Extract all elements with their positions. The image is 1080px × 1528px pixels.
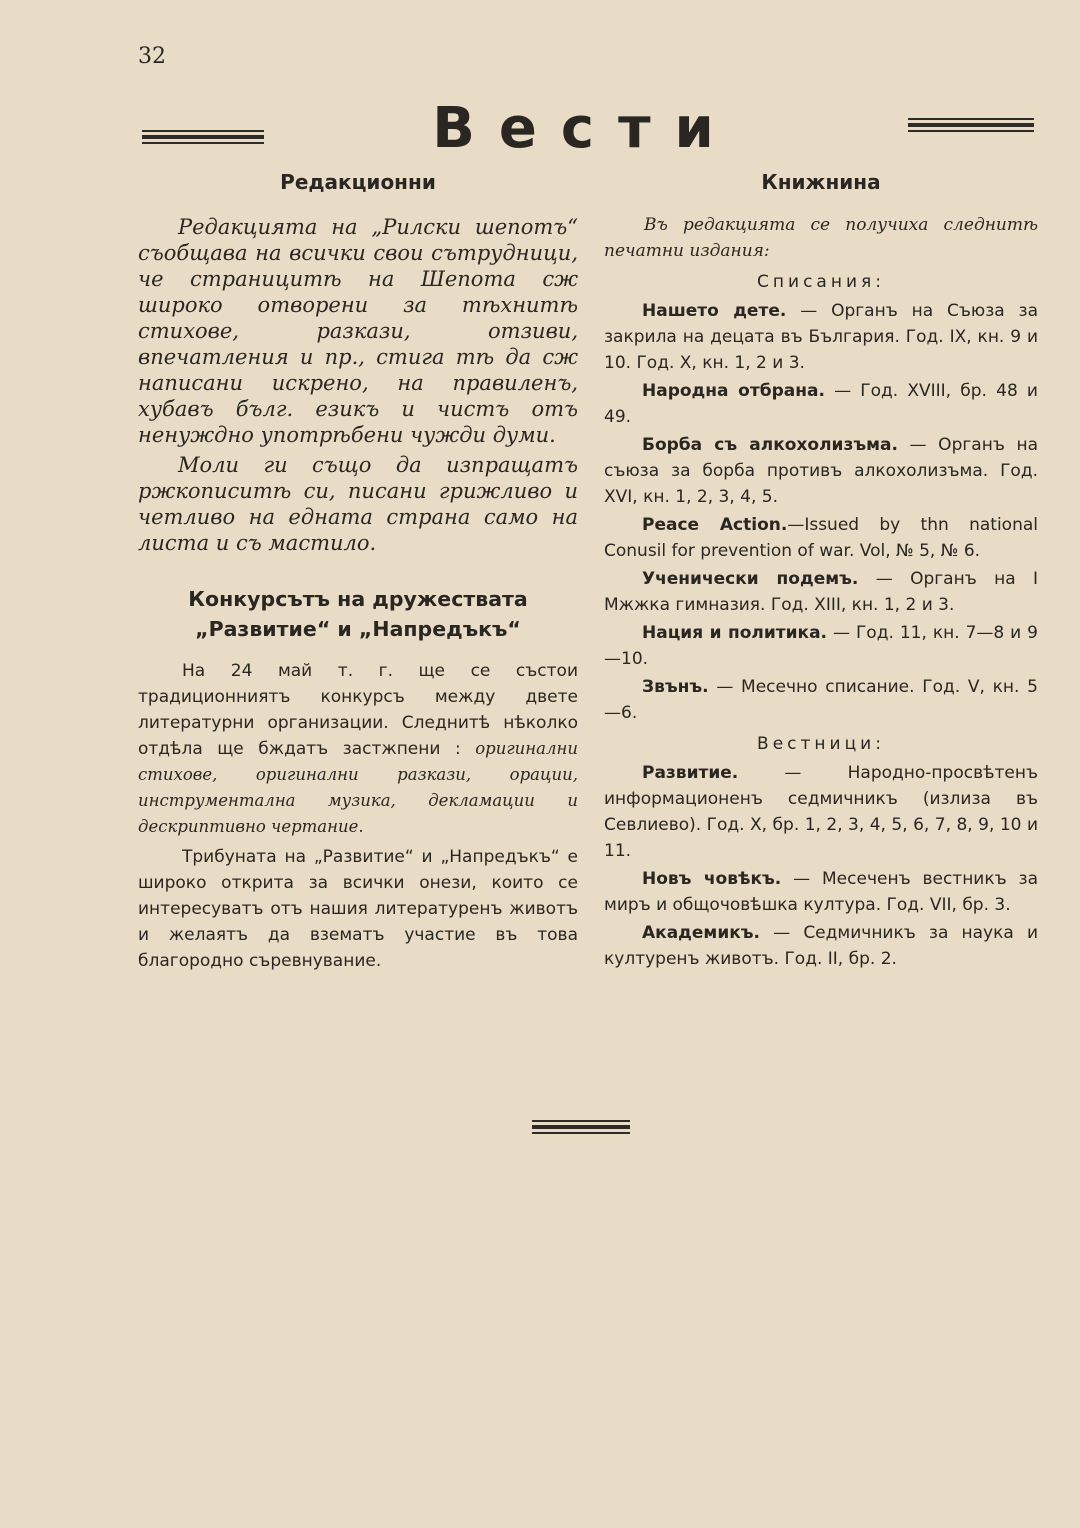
journals-list [604, 298, 1038, 726]
publication-entry [604, 432, 1038, 510]
publication-details: — Месечно списание. Год. V, кн. 5—6. [604, 677, 1038, 723]
contest-body [138, 658, 578, 974]
publication-name: Звънъ. [642, 677, 709, 697]
contest-categories: оригинални стихове, оригинални разкази, орации, инструментална музика, декламации и дескриптивно чертание. [138, 739, 578, 836]
journals-subhead: Списания: [757, 272, 885, 292]
publication-entry [604, 298, 1038, 376]
publication-entry [604, 620, 1038, 672]
publication-name: Нашето дете. [642, 301, 787, 321]
contest-paragraph [138, 658, 578, 840]
publication-name: Новъ човѣкъ. [642, 869, 782, 889]
publication-name: Нация и политика. [642, 623, 828, 643]
publication-entry [604, 760, 1038, 864]
publication-details: —Issued by thn national Conusil for prevention of war. Vol, № 5, № 6. [604, 515, 1038, 561]
publication-details: — Месеченъ вестникъ за миръ и общочовѣшка култура. Год. VII, бр. 3. [604, 869, 1038, 915]
publication-entry [604, 512, 1038, 564]
left-column [138, 170, 578, 978]
editorial-paragraph: Моли ги също да изпращатъ ржкописитѣ си, писани грижливо и четливо на едната страна само на листа и съ мастило. [138, 453, 578, 555]
newspapers-subhead: Вестници: [757, 734, 885, 754]
contest-paragraph: Трибуната на „Развитие“ и „Напредъкъ“ е широко открита за всички онези, които се интересуватъ отъ нашия литературенъ животъ и желаятъ да взематъ участие въ това благородно съревнувание. [138, 847, 578, 971]
editorial-paragraph: Редакцията на „Рилски шепотъ“ съобщава на всички свои сътрудници, че страницитѣ на Шепота сж широко отворени за тѣхнитѣ стихове, разкази, отзиви, впечатления и пр., стига тѣ да сж написани искрено, на правиленъ, хубавъ бълг. езикъ и чистъ отъ ненуждно употрѣбени чужди думи. [138, 215, 578, 447]
title-rule-right [908, 118, 1034, 135]
publication-name: Народна отбрана. [642, 381, 825, 401]
newspapers-list [604, 760, 1038, 972]
editorial-heading: Редакционни [280, 170, 436, 194]
books-intro: Въ редакцията се получиха следнитѣ печатни издания: [604, 215, 1038, 261]
publication-name: Ученически подемъ. [642, 569, 859, 589]
publication-entry [604, 566, 1038, 618]
contest-heading-line: „Развитие“ и „Напредъкъ“ [195, 617, 521, 641]
contest-heading-line: Конкурсътъ на дружествата [188, 587, 528, 611]
page-number: 32 [138, 44, 166, 69]
publication-details: — Седмичникъ за наука и културенъ животъ. Год. II, бр. 2. [604, 923, 1038, 969]
contest-heading [138, 584, 578, 644]
publication-name: Развитие. [642, 763, 739, 783]
editorial-body [138, 214, 578, 556]
publication-details: — Органъ на I Мжжка гимназия. Год. XIII, кн. 1, 2 и 3. [604, 569, 1038, 615]
publication-entry [604, 674, 1038, 726]
contest-text: На 24 май т. г. ще се състои традиционниятъ конкурсъ между двете литературни организации. Следнитѣ нѣколко отдѣла ще бждатъ застжпени : [138, 661, 578, 759]
publication-details: — Год. XVIII, бр. 48 и 49. [604, 381, 1038, 427]
publication-entry [604, 866, 1038, 918]
title-rule-left [142, 130, 264, 147]
books-heading: Книжнина [761, 170, 881, 194]
publication-details: — Год. 11, кн. 7—8 и 9—10. [604, 623, 1038, 669]
publication-name: Peace Action. [642, 515, 788, 535]
publication-name: Академикъ. [642, 923, 761, 943]
end-rule [532, 1120, 630, 1137]
publication-details: — Народно-просвѣтенъ информационенъ седмичникъ (излиза въ Севлиево). Год. X, бр. 1, 2, 3, 4, 5, 6, 7, 8, 9, 10 и 11. [604, 763, 1038, 861]
page-title: Вести [432, 96, 738, 161]
publication-details: — Органъ на съюза за борба противъ алкохолизъма. Год. XVI, кн. 1, 2, 3, 4, 5. [604, 435, 1038, 507]
right-column [604, 170, 1038, 974]
publication-details: — Органъ на Съюза за закрила на децата въ България. Год. IX, кн. 9 и 10. Год. X, кн. 1, 2 и 3. [604, 301, 1038, 373]
publication-name: Борба съ алкохолизъма. [642, 435, 898, 455]
publication-entry [604, 920, 1038, 972]
publication-entry [604, 378, 1038, 430]
